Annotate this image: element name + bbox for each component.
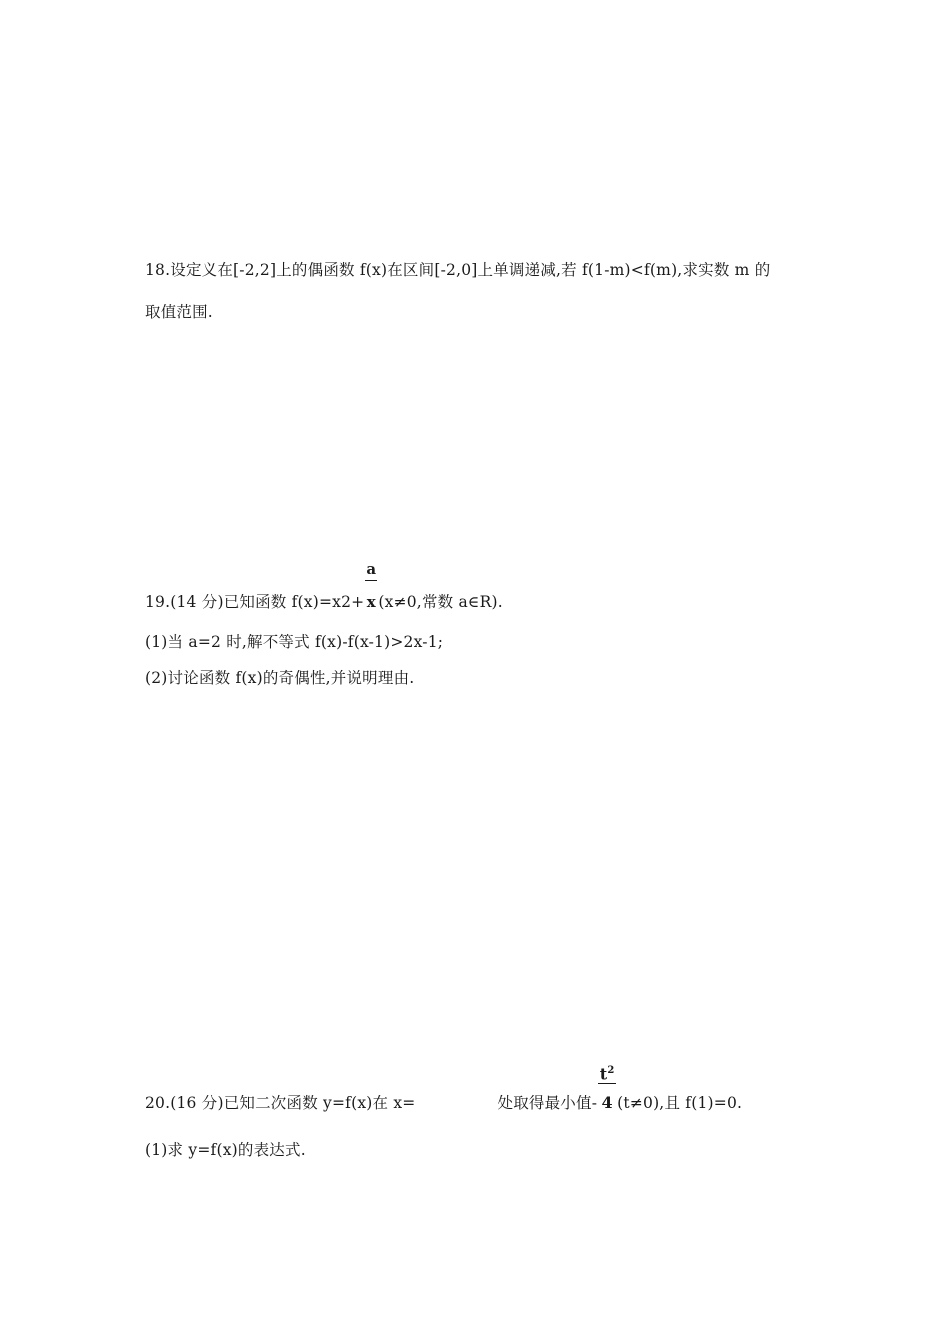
question-19-prefix: 19.(14 分)已知函数 f(x)=x2+: [145, 593, 365, 611]
question-19-suffix: (x≠0,常数 a∈R).: [378, 593, 503, 611]
question-20-part-1: (1)求 y=f(x)的表达式.: [145, 1141, 306, 1159]
fraction-bar: [598, 1083, 616, 1084]
fraction-numerator: a: [366, 560, 377, 578]
fraction-numerator: [598, 1061, 616, 1084]
fraction-bar: [365, 580, 377, 581]
question-18-line-2: 取值范围.: [145, 303, 213, 321]
question-19-statement: [145, 560, 503, 612]
question-19-part-2: (2)讨论函数 f(x)的奇偶性,并说明理由.: [145, 669, 415, 687]
question-20-prefix: 20.(16 分)已知二次函数 y=f(x)在 x=: [145, 1094, 416, 1112]
fraction-denominator: 4: [601, 1093, 613, 1112]
fraction-denominator: x: [366, 593, 376, 611]
fraction-numerator-exponent: 2: [607, 1065, 615, 1076]
question-20-statement: [145, 1064, 743, 1113]
question-19-part-1: (1)当 a=2 时,解不等式 f(x)-f(x-1)>2x-1;: [145, 633, 444, 651]
question-20-middle: 处取得最小值-: [497, 1094, 598, 1112]
question-18-line-1: 18.设定义在[-2,2]上的偶函数 f(x)在区间[-2,0]上单调递减,若 f(1-m)<f(m),求实数 m 的: [145, 261, 771, 279]
question-20-suffix: (t≠0),且 f(1)=0.: [617, 1094, 743, 1112]
fraction-numerator-base: t: [599, 1064, 608, 1084]
fraction-a-over-x: [365, 560, 377, 612]
fraction-t-squared-over-4: [598, 1064, 616, 1113]
